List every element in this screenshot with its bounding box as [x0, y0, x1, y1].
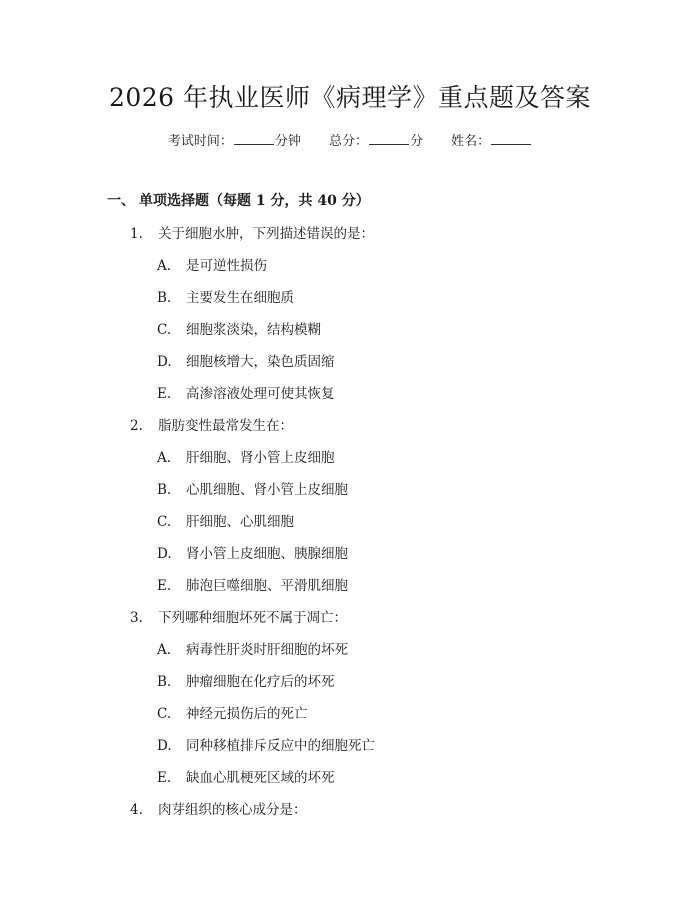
option-letter: D. [157, 738, 172, 754]
question [0, 602, 700, 794]
question-stem [0, 410, 700, 442]
option-text: 高渗溶液处理可使其恢复 [186, 386, 335, 402]
answer-option [0, 698, 700, 730]
exam-meta [0, 130, 700, 149]
option-letter: A. [157, 642, 172, 658]
question [0, 218, 700, 410]
option-letter: E. [157, 770, 172, 786]
answer-option [0, 538, 700, 570]
answer-option [0, 314, 700, 346]
question-text: 肉芽组织的核心成分是： [158, 802, 307, 818]
name-blank [491, 132, 531, 145]
option-text: 同种移植排斥反应中的细胞死亡 [186, 738, 375, 754]
total-score-label: 总分： [328, 134, 368, 149]
document-title: 2026 年执业医师《病理学》重点题及答案 [108, 83, 592, 112]
answer-option [0, 442, 700, 474]
answer-option [0, 506, 700, 538]
question-text: 下列哪种细胞坏死不属于凋亡： [158, 610, 347, 626]
question-text: 关于细胞水肿，下列描述错误的是： [158, 226, 374, 242]
exam-time-label: 考试时间： [167, 134, 233, 149]
total-score-blank [369, 132, 409, 145]
option-text: 细胞核增大，染色质固缩 [186, 354, 335, 370]
answer-option [0, 250, 700, 282]
answer-option [0, 730, 700, 762]
option-letter: A. [157, 258, 172, 274]
question [0, 794, 700, 826]
option-text: 缺血心肌梗死区域的坏死 [186, 770, 335, 786]
option-letter: E. [157, 578, 172, 594]
option-text: 肿瘤细胞在化疗后的坏死 [186, 674, 335, 690]
option-text: 肝细胞、心肌细胞 [186, 514, 294, 530]
question-text: 脂肪变性最常发生在： [158, 418, 293, 434]
section-number: 一、 [107, 193, 135, 209]
option-letter: B. [157, 482, 172, 498]
question [0, 410, 700, 602]
total-score-unit: 分 [410, 134, 424, 149]
answer-option [0, 378, 700, 410]
option-text: 肺泡巨噬细胞、平滑肌细胞 [186, 578, 348, 594]
option-letter: E. [157, 386, 172, 402]
answer-option [0, 634, 700, 666]
question-number: 4. [130, 802, 143, 818]
option-text: 是可逆性损伤 [186, 258, 267, 274]
answer-option [0, 666, 700, 698]
question-stem [0, 218, 700, 250]
answer-option [0, 346, 700, 378]
section-heading [107, 190, 370, 210]
option-letter: D. [157, 354, 172, 370]
question-number: 1. [130, 226, 143, 242]
question-number: 2. [130, 418, 143, 434]
option-letter: C. [157, 322, 172, 338]
option-letter: A. [157, 450, 172, 466]
exam-time-blank [234, 132, 274, 145]
question-number: 3. [130, 610, 143, 626]
option-letter: D. [157, 546, 172, 562]
question-list [0, 218, 700, 826]
option-letter: B. [157, 674, 172, 690]
option-text: 肝细胞、肾小管上皮细胞 [186, 450, 335, 466]
answer-option [0, 474, 700, 506]
option-text: 心肌细胞、肾小管上皮细胞 [186, 482, 348, 498]
question-stem [0, 602, 700, 634]
option-text: 主要发生在细胞质 [186, 290, 294, 306]
option-text: 肾小管上皮细胞、胰腺细胞 [186, 546, 348, 562]
option-text: 神经元损伤后的死亡 [186, 706, 308, 722]
option-letter: B. [157, 290, 172, 306]
option-text: 病毒性肝炎时肝细胞的坏死 [186, 642, 348, 658]
option-letter: C. [157, 706, 172, 722]
exam-time-field [168, 130, 301, 149]
question-stem [0, 794, 700, 826]
name-field [451, 130, 532, 149]
option-letter: C. [157, 514, 172, 530]
name-label: 姓名： [451, 134, 491, 149]
answer-option [0, 762, 700, 794]
option-text: 细胞浆淡染，结构模糊 [186, 322, 321, 338]
answer-option [0, 570, 700, 602]
exam-time-unit: 分钟 [274, 134, 301, 149]
section-title-text: 单项选择题（每题 1 分，共 40 分） [139, 193, 370, 209]
total-score-field [329, 130, 423, 149]
answer-option [0, 282, 700, 314]
